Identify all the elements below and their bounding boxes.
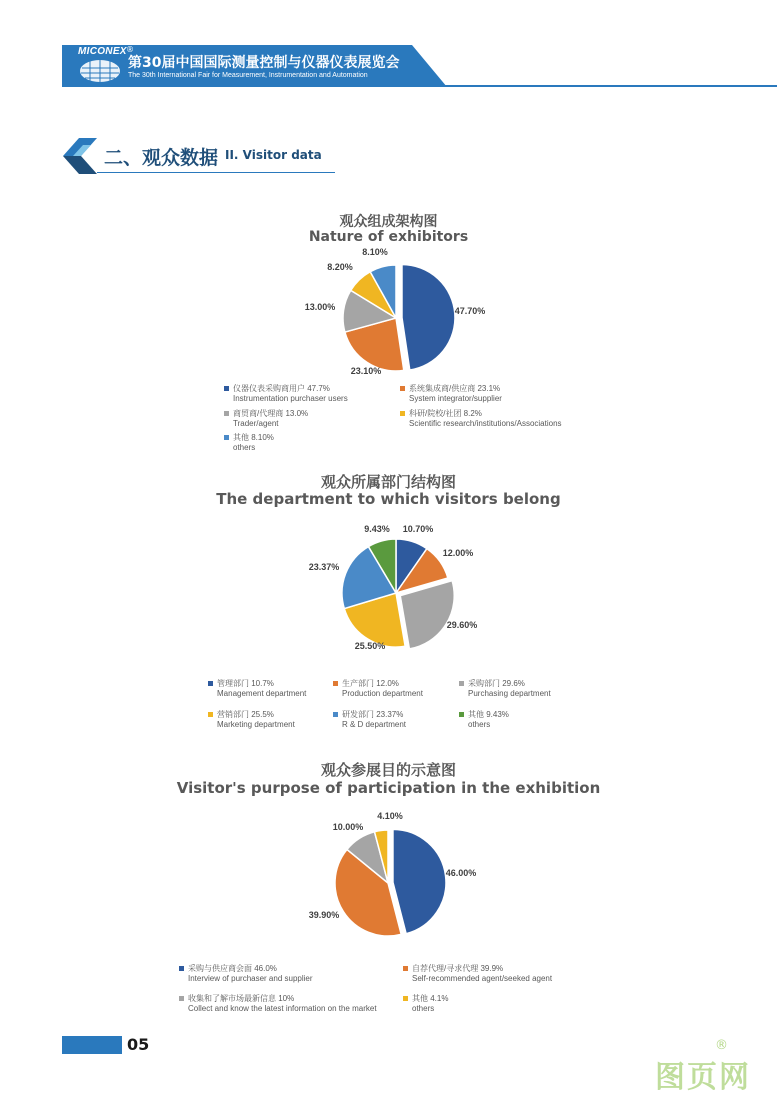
chart3-title: 观众参展目的示意图 xyxy=(320,761,456,779)
legend-label-en: Purchasing department xyxy=(468,689,551,698)
legend-label-en: System integrator/supplier xyxy=(409,394,502,403)
slice-data-label: 8.20% xyxy=(327,262,353,272)
legend-label: 研发部门 23.37% xyxy=(342,710,404,719)
pie-slice xyxy=(393,829,446,933)
chart3-subtitle: Visitor's purpose of participation in the exhibition xyxy=(176,779,601,797)
legend-label-en: Marketing department xyxy=(217,720,295,729)
legend-label: 营销部门 25.5% xyxy=(217,710,274,719)
legend-label: 其他 4.1% xyxy=(412,994,449,1003)
slice-data-label: 47.70% xyxy=(454,306,486,316)
section-title: 二、观众数据 xyxy=(104,147,219,169)
slice-data-label: 9.43% xyxy=(364,524,390,534)
slice-data-label: 29.60% xyxy=(446,620,478,630)
chart2-subtitle: The department to which visitors belong xyxy=(216,490,561,508)
legend-label: 收集和了解市场最新信息 10% xyxy=(188,994,295,1003)
fair-title: 第30届中国国际测量控制与仪器仪表展览会 xyxy=(128,55,400,71)
slice-data-label: 23.37% xyxy=(308,562,340,572)
legend-item xyxy=(459,710,649,730)
legend-swatch xyxy=(224,386,229,391)
legend-label: 商贸商/代理商 13.0% xyxy=(233,409,309,418)
legend-item xyxy=(400,384,590,404)
legend-item xyxy=(179,964,369,984)
legend-swatch xyxy=(333,712,338,717)
legend-label-en: Scientific research/institutions/Associations xyxy=(409,419,562,428)
page-number: 05 xyxy=(127,1035,150,1054)
slice-data-label: 39.90% xyxy=(308,910,340,920)
slice-data-label: 10.00% xyxy=(332,822,364,832)
legend-label: 自荐代理/寻求代理 39.9% xyxy=(412,964,504,973)
legend-swatch xyxy=(208,681,213,686)
legend-label-en: Collect and know the latest information on the market xyxy=(188,1004,377,1013)
registered-mark: ® xyxy=(126,45,134,54)
chart1-subtitle: Nature of exhibitors xyxy=(308,229,469,245)
legend-label-en: others xyxy=(233,443,256,452)
legend-label-en: R & D department xyxy=(342,720,407,729)
legend-item xyxy=(224,433,414,453)
legend-swatch xyxy=(224,411,229,416)
slice-data-label: 46.00% xyxy=(445,868,477,878)
slice-data-label: 10.70% xyxy=(402,524,434,534)
watermark-registered-mark: ® xyxy=(715,1038,728,1053)
slice-data-label: 13.00% xyxy=(304,302,336,312)
legend-label: 科研/院校/社团 8.2% xyxy=(409,409,482,418)
legend-label: 其他 8.10% xyxy=(233,433,274,442)
legend-swatch xyxy=(179,966,184,971)
slice-data-label: 23.10% xyxy=(350,366,382,376)
legend-label-en: Interview of purchaser and supplier xyxy=(188,974,313,983)
legend-swatch xyxy=(333,681,338,686)
fair-subtitle: The 30th International Fair for Measurement, Instrumentation and Automation xyxy=(128,72,368,79)
legend-swatch xyxy=(179,996,184,1001)
legend-swatch xyxy=(459,712,464,717)
legend-label-en: Instrumentation purchaser users xyxy=(233,394,348,403)
watermark: 图页网 xyxy=(655,1060,751,1095)
legend-label: 仪器仪表采购商用户 47.7% xyxy=(233,384,330,393)
pie-slice xyxy=(402,265,455,370)
legend-label-en: others xyxy=(412,1004,435,1013)
legend-swatch xyxy=(403,996,408,1001)
slice-data-label: 8.10% xyxy=(362,247,388,257)
legend-swatch xyxy=(224,435,229,440)
legend-label: 其他 9.43% xyxy=(468,710,509,719)
legend-label-en: Production department xyxy=(342,689,423,698)
chart1-title: 观众组成架构图 xyxy=(339,214,438,230)
slice-data-label: 4.10% xyxy=(377,811,403,821)
legend-item xyxy=(403,964,593,984)
legend-item xyxy=(224,384,414,404)
page-number-bar xyxy=(62,1036,122,1054)
legend-label-en: Management department xyxy=(217,689,307,698)
legend-label: 系统集成商/供应商 23.1% xyxy=(409,384,501,393)
legend-item xyxy=(403,994,593,1014)
legend-swatch xyxy=(400,411,405,416)
slice-data-label: 12.00% xyxy=(442,548,474,558)
legend-swatch xyxy=(208,712,213,717)
legend-label: 管理部门 10.7% xyxy=(217,679,274,688)
legend-label-en: Self-recommended agent/seeked agent xyxy=(412,974,553,983)
pie-slice xyxy=(400,581,454,649)
legend-label: 采购与供应商会面 46.0% xyxy=(188,964,277,973)
section-title-en: II. Visitor data xyxy=(225,148,322,162)
legend-swatch xyxy=(403,966,408,971)
legend-item xyxy=(400,409,590,429)
slice-data-label: 25.50% xyxy=(354,641,386,651)
legend-item xyxy=(459,679,649,699)
legend-item xyxy=(179,994,404,1014)
legend-swatch xyxy=(459,681,464,686)
legend-label: 采购部门 29.6% xyxy=(468,679,525,688)
legend-item xyxy=(224,409,414,429)
logo-wordmark: MICONEX xyxy=(78,46,127,57)
legend-label-en: others xyxy=(468,720,491,729)
legend-label: 生产部门 12.0% xyxy=(342,679,399,688)
chart2-title: 观众所属部门结构图 xyxy=(320,473,456,491)
legend-label-en: Trader/agent xyxy=(233,419,279,428)
legend-swatch xyxy=(400,386,405,391)
